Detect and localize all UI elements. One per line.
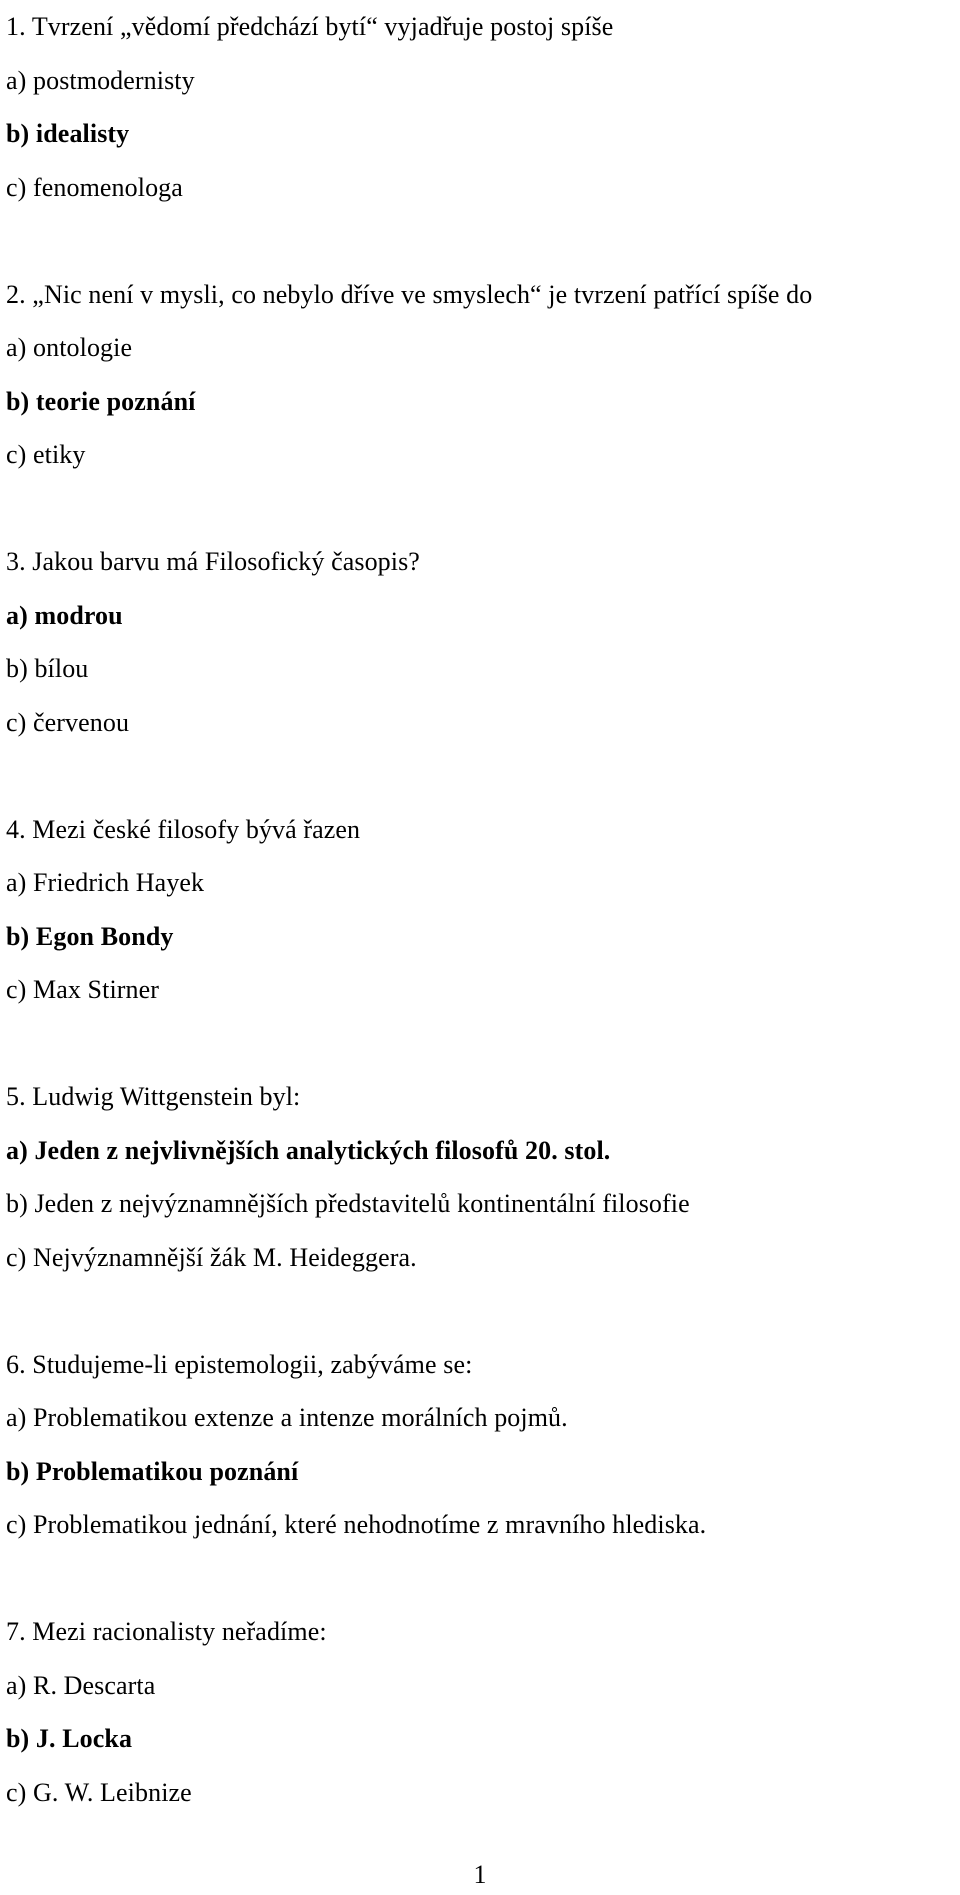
answer-option-correct: a) Jeden z nejvlivnějších analytických filosofů 20. stol.: [6, 1135, 611, 1165]
answer-option: c) Max Stirner: [6, 975, 160, 1004]
question-text: 3. Jakou barvu má Filosofický časopis?: [6, 547, 420, 576]
answer-option: a) Friedrich Hayek: [6, 868, 205, 897]
question-text: 5. Ludwig Wittgenstein byl:: [6, 1082, 301, 1111]
answer-option: c) Problematikou jednání, které nehodnotíme z mravního hlediska.: [6, 1510, 707, 1539]
spacer: [6, 1017, 954, 1071]
question-text: 7. Mezi racionalisty neřadíme:: [6, 1617, 327, 1646]
quiz-document: [6, 0, 954, 1819]
question-5: [6, 1070, 954, 1338]
answer-option: a) Problematikou extenze a intenze morálních pojmů.: [6, 1403, 568, 1432]
answer-option-correct: a) modrou: [6, 600, 123, 630]
question-1: [6, 0, 954, 268]
answer-option: b) Jeden z nejvýznamnějších představitelů kontinentální filosofie: [6, 1189, 690, 1218]
answer-option: c) etiky: [6, 440, 86, 469]
answer-option: c) fenomenologa: [6, 172, 183, 202]
question-7: [6, 1605, 954, 1819]
answer-option-correct: b) Egon Bondy: [6, 921, 174, 951]
question-text: 2. „Nic není v mysli, co nebylo dříve ve smyslech“ je tvrzení patřící spíše do: [6, 279, 813, 309]
question-3: [6, 535, 954, 803]
question-4: [6, 803, 954, 1071]
answer-option: b) bílou: [6, 654, 89, 683]
spacer: [6, 214, 954, 268]
page-number: 1: [473, 1860, 487, 1889]
spacer: [6, 1552, 954, 1606]
answer-option-correct: b) Problematikou poznání: [6, 1456, 299, 1486]
answer-option: a) R. Descarta: [6, 1670, 156, 1700]
question-text: 4. Mezi české filosofy bývá řazen: [6, 814, 361, 844]
question-text: 6. Studujeme-li epistemologii, zabýváme se:: [6, 1349, 473, 1379]
answer-option: c) červenou: [6, 707, 130, 737]
answer-option-correct: b) J. Locka: [6, 1724, 133, 1753]
answer-option: c) G. W. Leibnize: [6, 1777, 192, 1807]
answer-option: a) postmodernisty: [6, 65, 195, 95]
answer-option-correct: b) idealisty: [6, 119, 130, 148]
spacer: [6, 482, 954, 536]
answer-option-correct: b) teorie poznání: [6, 386, 196, 416]
question-text: 1. Tvrzení „vědomí předchází bytí“ vyjadřuje postoj spíše: [6, 12, 614, 41]
spacer: [6, 1284, 954, 1338]
question-6: [6, 1338, 954, 1606]
answer-option: c) Nejvýznamnější žák M. Heideggera.: [6, 1242, 417, 1272]
spacer: [6, 749, 954, 803]
answer-option: a) ontologie: [6, 333, 133, 362]
question-2: [6, 268, 954, 536]
